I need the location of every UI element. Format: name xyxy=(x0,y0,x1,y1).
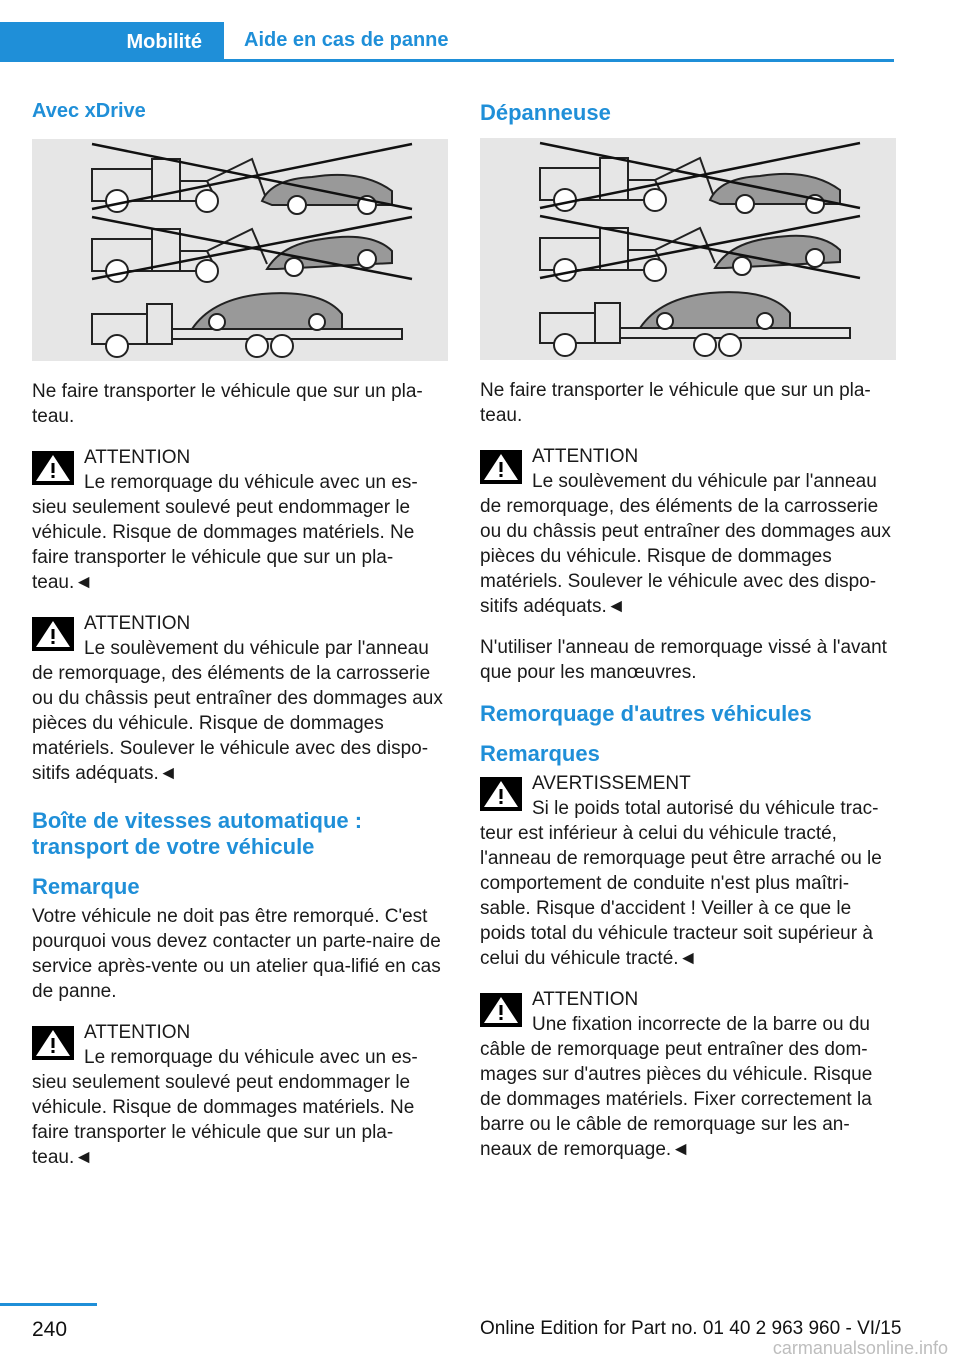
warning-triangle-icon xyxy=(480,993,522,1027)
warning-title: ATTENTION xyxy=(84,447,191,468)
warning-title: ATTENTION xyxy=(84,1022,191,1043)
left-warning-1 xyxy=(32,445,448,595)
warning-triangle-icon xyxy=(32,451,74,485)
tow-truck-illustration xyxy=(480,138,896,360)
right-figure-caption: Ne faire transporter le véhicule que sur un pla-teau. xyxy=(480,380,871,426)
tab-aide-panne[interactable]: Aide en cas de panne xyxy=(224,22,894,62)
warning-triangle-icon xyxy=(32,617,74,651)
left-warning-3 xyxy=(32,1020,448,1170)
left-figure-caption: Ne faire transporter le véhicule que sur un pla-teau. xyxy=(32,381,423,427)
tow-truck-illustration xyxy=(32,139,448,361)
warning-text-rest: sieu seulement soulevé peut endommager le véhicule. Risque de dommages matériels. Ne faire transporter le véhicule que sur un pla-teau.◄ xyxy=(32,497,415,593)
warning-title: ATTENTION xyxy=(532,446,639,467)
warning-text-first: Une fixation incorrecte de la barre ou du xyxy=(532,1014,870,1035)
page-number: 240 xyxy=(32,1318,68,1341)
right-warning-3 xyxy=(480,987,896,1162)
right-tow-figure xyxy=(480,138,896,360)
warning-text-rest: teur est inférieur à celui du véhicule tracté, l'anneau de remorquage peut être arraché ou le comportement de conduite n'est plus maîtri-sable. Risque d'accident ! Veiller à ce que le poids total du véhicule tracteur soit supérieur à celui du véhicule tracté.◄ xyxy=(480,823,882,969)
warning-title: ATTENTION xyxy=(532,989,639,1010)
edition-note: Online Edition for Part no. 01 40 2 963 960 - VI/15 xyxy=(480,1318,902,1339)
warning-text-rest: de remorquage, des éléments de la carrosserie ou du châssis peut entraîner des dommages aux pièces du véhicule. Risque de dommages matériels. Soulever le véhicule avec des dispo-sitifs adéquats.◄ xyxy=(32,663,443,784)
right-column xyxy=(480,100,896,1178)
right-title: Dépanneuse xyxy=(480,100,611,125)
right-sub-title: Remarques xyxy=(480,741,600,766)
right-warning-2 xyxy=(480,771,896,971)
left-remarque-text: Votre véhicule ne doit pas être remorqué. C'est pourquoi vous devez contacter un parte-naire de service après-vente ou un atelier qua-lifié en cas de panne. xyxy=(32,906,441,1002)
warning-title: ATTENTION xyxy=(84,613,191,634)
warning-text-rest: sieu seulement soulevé peut endommager le véhicule. Risque de dommages matériels. Ne faire transporter le véhicule que sur un pla-teau.◄ xyxy=(32,1072,415,1168)
left-section-title: Boîte de vitesses automatique : transport de votre véhicule xyxy=(32,808,363,859)
right-warning-1 xyxy=(480,444,896,619)
warning-title: AVERTISSEMENT xyxy=(532,773,691,794)
warning-triangle-icon xyxy=(480,777,522,811)
warning-text-rest: câble de remorquage peut entraîner des dom-mages sur d'autres pièces du véhicule. Risque de dommages matériels. Fixer correctement la barre ou le câble de remorquage sur les an-neaux de remorquage.◄ xyxy=(480,1039,873,1160)
left-warning-2 xyxy=(32,611,448,786)
watermark: carmanualsonline.info xyxy=(772,1338,948,1358)
left-title: Avec xDrive xyxy=(32,100,146,122)
left-tow-figure xyxy=(32,139,448,361)
tab-mobilite[interactable]: Mobilité xyxy=(0,22,224,62)
warning-text-first: Le remorquage du véhicule avec un es- xyxy=(84,1047,418,1068)
warning-text-first: Si le poids total autorisé du véhicule trac- xyxy=(532,798,879,819)
warning-text-first: Le soulèvement du véhicule par l'anneau xyxy=(84,638,429,659)
right-para: N'utiliser l'anneau de remorquage vissé à l'avant que pour les manœuvres. xyxy=(480,637,887,683)
right-section-title: Remorquage d'autres véhicules xyxy=(480,701,812,726)
left-sub-title: Remarque xyxy=(32,874,140,899)
warning-triangle-icon xyxy=(480,450,522,484)
warning-text-first: Le soulèvement du véhicule par l'anneau xyxy=(532,471,877,492)
header-tabs xyxy=(0,22,894,62)
warning-text-first: Le remorquage du véhicule avec un es- xyxy=(84,472,418,493)
left-column xyxy=(32,100,448,1186)
footer-accent-line xyxy=(0,1303,97,1306)
warning-text-rest: de remorquage, des éléments de la carrosserie ou du châssis peut entraîner des dommages aux pièces du véhicule. Risque de dommages matériels. Soulever le véhicule avec des dispo-sitifs adéquats.◄ xyxy=(480,496,891,617)
warning-triangle-icon xyxy=(32,1026,74,1060)
